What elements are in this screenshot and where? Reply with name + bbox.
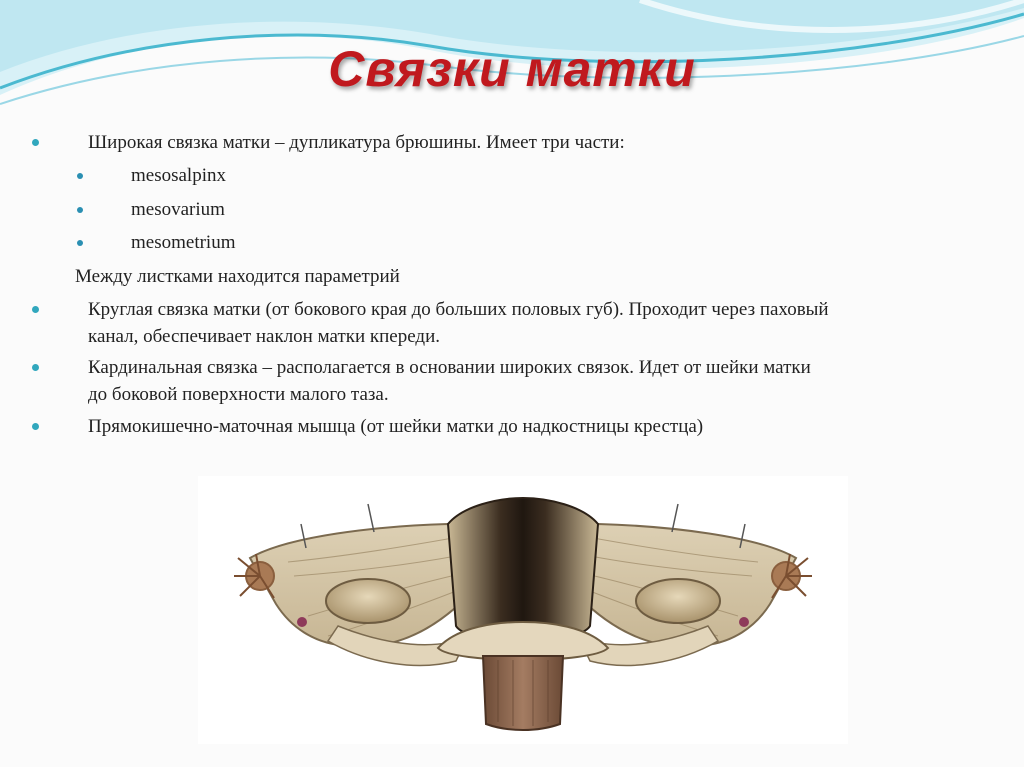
sub-bullet-text: mesovarium [131,199,225,220]
note-text: Между листками находится параметрий [75,266,400,287]
bullet-text-cont: до боковой поверхности малого таза. [88,384,389,405]
sub-bullet-dot [77,207,83,213]
bullet-dot [32,364,39,371]
uterus-ligaments-illustration-icon [198,476,848,744]
bullet-text: Прямокишечно-маточная мышца (от шейки матки до надкостницы крестца) [88,416,704,437]
slide-title: Связки матки [328,41,696,97]
bullet-text: Кардинальная связка – располагается в основании широких связок. Идет от шейки матки [88,357,811,378]
uterus-ligaments-figure [198,476,848,744]
bullet-dot [32,139,39,146]
bullet-text: Широкая связка матки – дупликатура брюшины. Имеет три части: [88,132,625,153]
bullet-text: Круглая связка матки (от бокового края до больших половых губ). Проходит через паховый [88,299,829,320]
bullet-dot [32,306,39,313]
bullet-text-cont: канал, обеспечивает наклон матки кпереди. [88,326,440,347]
sub-bullet-text: mesometrium [131,232,236,253]
sub-bullet-text: mesosalpinx [131,165,226,186]
sub-bullet-dot [77,173,83,179]
sub-bullet-dot [77,240,83,246]
bullet-dot [32,423,39,430]
